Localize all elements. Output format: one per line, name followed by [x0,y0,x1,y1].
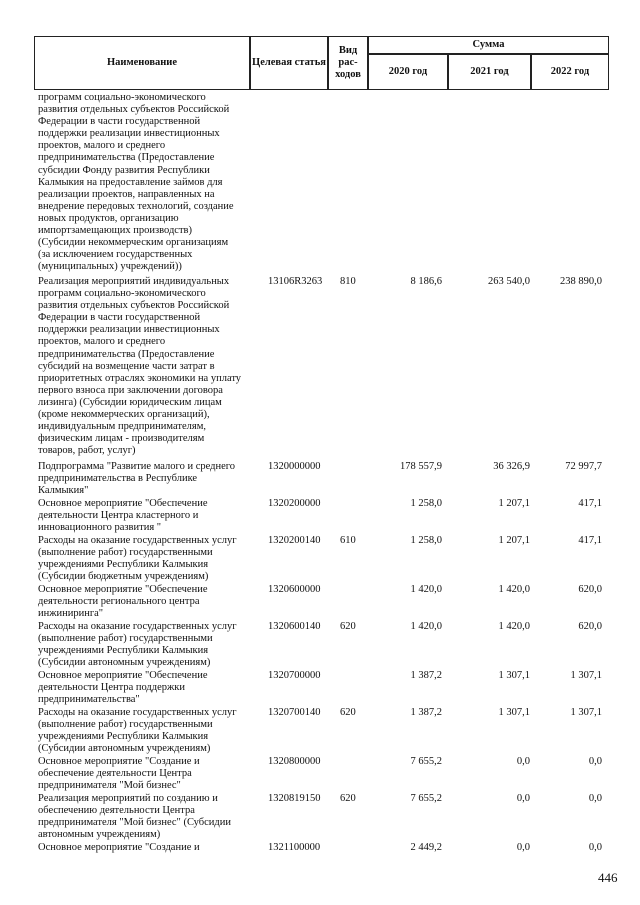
row-name: Реализация мероприятий по созданию и обеспечению деятельности Центра предпринимателя "Мой бизнес" (Субсидии автономным учреждениям) [38,793,231,841]
row-2022: 238 890,0 [560,276,602,287]
page-number: 446 [598,870,618,885]
row-2021: 1 420,0 [498,584,530,595]
row-code: 1320700140 [268,707,321,718]
row-code: 1320000000 [268,461,321,472]
row-2020: 7 655,2 [410,756,442,767]
header-name: Наименование [34,36,250,90]
row-name: Реализация мероприятий индивидуальных программ социально-экономического развития отдельных субъектов Российской Федерации в части государственной поддержки реализации инвестиционных проектов, малого и среднего предпринимательства (Предоставление субсидий на возмещение части затрат в приоритетных отраслях экономики на уплату первого взноса при заключении договора лизинга) (Субсидии юридическим лицам (кроме некоммерческих организаций), индивидуальным предпринимателям, физическим лицам - производителям товаров, работ, услуг) [38,276,242,457]
header-code: Целевая статья [250,36,328,90]
row-code: 1320700000 [268,670,321,681]
row-2022: 1 307,1 [570,670,602,681]
row-2020: 1 387,2 [410,707,442,718]
row-2022: 0,0 [588,756,602,767]
row-2022: 1 307,1 [570,707,602,718]
row-2020: 2 449,2 [410,842,442,853]
row-code: 1320600000 [268,584,321,595]
header-sum: Сумма [368,36,609,54]
row-2022: 417,1 [578,535,602,546]
row-name: Подпрограмма "Развитие малого и среднего предпринимательства в Республике Калмыкия" [38,461,236,497]
row-name: Основное мероприятие "Обеспечение деятельности регионального центра инжиниринга" [38,584,208,620]
row-code: 13106R3263 [268,276,323,287]
row-code: 1320200140 [268,535,321,546]
row-2022: 0,0 [588,793,602,804]
row-2020: 1 258,0 [410,535,442,546]
row-2020: 1 258,0 [410,498,442,509]
row-2022: 417,1 [578,498,602,509]
row-code: 1320819150 [268,793,321,804]
row-name: Основное мероприятие "Создание и [38,842,200,853]
row-name: Основное мероприятие "Создание и обеспечение деятельности Центра предпринимателя "Мой бизнес" [38,756,200,792]
row-2020: 7 655,2 [410,793,442,804]
row-name: Основное мероприятие "Обеспечение деятельности Центра кластерного и инновационного развития " [38,498,208,534]
row-2021: 1 207,1 [498,535,530,546]
row-2022: 72 997,7 [565,461,602,472]
row-vid: 810 [340,276,356,287]
row-vid: 620 [340,621,356,632]
row-2021: 36 326,9 [493,461,530,472]
row-2021: 263 540,0 [488,276,530,287]
row-code: 1320600140 [268,621,321,632]
header-2020: 2020 год [368,54,448,90]
row-2020: 178 557,9 [400,461,442,472]
row-name: Основное мероприятие "Обеспечение деятельности Центра поддержки предпринимательства" [38,670,208,706]
row-2022: 0,0 [588,842,602,853]
row-2021: 0,0 [516,793,530,804]
row-name: Расходы на оказание государственных услуг (выполнение работ) государственными учреждениями Республики Калмыкия (Субсидии автономным учреждениям) [38,621,237,669]
table-header [34,22,609,90]
row-2021: 1 307,1 [498,670,530,681]
row-2022: 620,0 [578,621,602,632]
row-name: Расходы на оказание государственных услуг (выполнение работ) государственными учреждениями Республики Калмыкия (Субсидии бюджетным учреждениям) [38,535,237,583]
row-code: 1320800000 [268,756,321,767]
row-vid: 610 [340,535,356,546]
row-2021: 0,0 [516,756,530,767]
row-name: Расходы на оказание государственных услуг (выполнение работ) государственными учреждениями Республики Калмыкия (Субсидии автономным учреждениям) [38,707,237,755]
row-2020: 1 420,0 [410,584,442,595]
row-code: 1320200000 [268,498,321,509]
header-2021: 2021 год [448,54,531,90]
row-2021: 0,0 [516,842,530,853]
row-code: 1321100000 [268,842,321,853]
row-2020: 1 387,2 [410,670,442,681]
row-2021: 1 207,1 [498,498,530,509]
row-2021: 1 307,1 [498,707,530,718]
row-vid: 620 [340,707,356,718]
header-vid: Вид рас-ходов [328,36,368,90]
row-vid: 620 [340,793,356,804]
row-2022: 620,0 [578,584,602,595]
row-2020: 8 186,6 [410,276,442,287]
row-name: программ социально-экономического развития отдельных субъектов Российской Федерации в части государственной поддержки реализации инвестиционных проектов, малого и среднего предпринимательства (Предоставление субсидии Фонду развития Республики Калмыкия на предоставление займов для реализации проектов, направленных на внедрение передовых технологий, создание новых продуктов, организацию импортзамещающих производств) (Субсидии некоммерческим организациям (за исключением государственных (муниципальных) учреждений)) [38,92,234,273]
row-2020: 1 420,0 [410,621,442,632]
row-2021: 1 420,0 [498,621,530,632]
header-2022: 2022 год [531,54,609,90]
